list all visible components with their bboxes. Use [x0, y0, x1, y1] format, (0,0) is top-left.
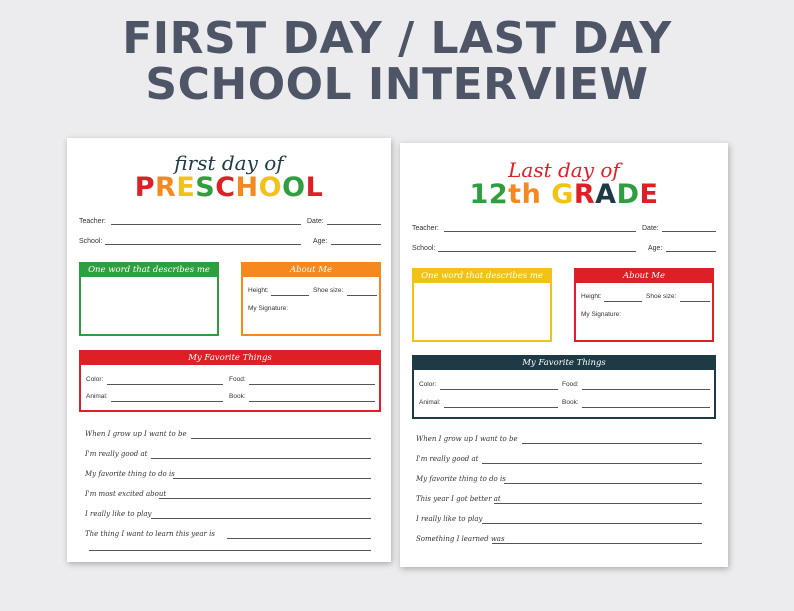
header-script: first day of: [174, 151, 284, 175]
favorite-things-box: [79, 350, 381, 412]
height-label: Height:: [581, 293, 602, 300]
favorite-things-box: [412, 355, 716, 419]
school-age-row: [412, 243, 716, 253]
main-title-line2: SCHOOL INTERVIEW: [145, 59, 649, 110]
grade-letter: O: [258, 172, 283, 203]
grade-letter: R: [573, 179, 596, 210]
signature-label: My Signature:: [581, 311, 622, 318]
animal-label: Animal:: [86, 393, 108, 400]
question-label: I'm really good at: [85, 450, 148, 458]
answer-line[interactable]: [482, 463, 702, 464]
color-line[interactable]: [107, 384, 223, 385]
grade-title: [67, 174, 391, 202]
answer-line[interactable]: [482, 523, 702, 524]
answer-line[interactable]: [151, 518, 371, 519]
answer-line[interactable]: [151, 458, 371, 459]
shoe-size-label: Shoe size:: [313, 287, 344, 294]
grade-letter: [541, 179, 551, 210]
grade-letter: S: [195, 172, 216, 203]
question-label: When I grow up I want to be: [416, 435, 518, 443]
answer-line[interactable]: [173, 478, 371, 479]
favorite-things-header: My Favorite Things: [414, 357, 714, 370]
grade-letter: 1: [469, 179, 489, 210]
about-me-header: About Me: [576, 270, 712, 283]
age-line[interactable]: [666, 251, 716, 252]
food-label: Food:: [229, 376, 246, 383]
first-day-sheet: [67, 138, 391, 562]
question-label: Something I learned was: [416, 535, 505, 543]
about-me-box: [574, 268, 714, 342]
grade-letter: D: [616, 179, 640, 210]
grade-letter: O: [282, 172, 306, 203]
grade-letter: E: [176, 172, 196, 203]
one-word-header: One word that describes me: [81, 264, 217, 277]
grade-letter: R: [155, 172, 177, 203]
grade-letter: P: [134, 172, 156, 203]
grade-title: [400, 181, 728, 209]
animal-line[interactable]: [111, 401, 223, 402]
teacher-date-row: [412, 223, 716, 233]
main-title-line1: FIRST DAY / LAST DAY: [122, 13, 672, 64]
school-line[interactable]: [438, 251, 636, 252]
color-label: Color:: [419, 381, 437, 388]
teacher-date-row: [79, 216, 381, 226]
answer-line[interactable]: [492, 543, 702, 544]
question-label: The thing I want to learn this year is: [85, 530, 215, 538]
food-line[interactable]: [249, 384, 375, 385]
question-label: I'm most excited about: [85, 490, 167, 498]
school-label: School:: [412, 245, 436, 252]
grade-letter: 2: [488, 179, 509, 210]
height-label: Height:: [248, 287, 269, 294]
grade-letter: H: [235, 172, 259, 203]
school-line[interactable]: [105, 244, 301, 245]
question-label: I'm really good at: [416, 455, 479, 463]
question-label: I really like to play: [85, 510, 152, 518]
answer-line[interactable]: [159, 498, 371, 499]
about-me-box: [241, 262, 381, 336]
shoe-size-line[interactable]: [680, 301, 710, 302]
teacher-line[interactable]: [111, 224, 301, 225]
question-label: This year I got better at: [416, 495, 501, 503]
main-title: [0, 13, 794, 110]
answer-line[interactable]: [494, 503, 702, 504]
grade-letter: L: [305, 172, 324, 203]
header-script: Last day of: [508, 158, 620, 182]
food-line[interactable]: [582, 389, 710, 390]
answer-line-extra[interactable]: [89, 550, 371, 551]
animal-label: Animal:: [419, 399, 441, 406]
question-label: I really like to play: [416, 515, 483, 523]
answer-line[interactable]: [522, 443, 702, 444]
teacher-label: Teacher:: [79, 218, 106, 225]
answer-line[interactable]: [191, 438, 371, 439]
grade-letter: t: [508, 179, 522, 210]
book-label: Book:: [229, 393, 246, 400]
date-label: Date:: [642, 225, 659, 232]
teacher-label: Teacher:: [412, 225, 439, 232]
question-label: When I grow up I want to be: [85, 430, 187, 438]
signature-label: My Signature:: [248, 305, 289, 312]
grade-letter: h: [521, 179, 542, 210]
one-word-header: One word that describes me: [414, 270, 550, 283]
answer-line[interactable]: [504, 483, 702, 484]
one-word-box[interactable]: [79, 262, 219, 336]
color-line[interactable]: [440, 389, 558, 390]
food-label: Food:: [562, 381, 579, 388]
grade-letter: G: [551, 179, 574, 210]
one-word-box[interactable]: [412, 268, 552, 342]
date-line[interactable]: [327, 224, 381, 225]
date-label: Date:: [307, 218, 324, 225]
age-label: Age:: [313, 238, 328, 245]
book-label: Book:: [562, 399, 579, 406]
favorite-things-header: My Favorite Things: [81, 352, 379, 365]
question-label: My favorite thing to do is: [416, 475, 506, 483]
teacher-line[interactable]: [444, 231, 636, 232]
question-label: My favorite thing to do is: [85, 470, 175, 478]
date-line[interactable]: [662, 231, 716, 232]
about-me-header: About Me: [243, 264, 379, 277]
answer-line[interactable]: [227, 538, 371, 539]
school-age-row: [79, 236, 381, 246]
age-line[interactable]: [331, 244, 381, 245]
shoe-size-line[interactable]: [347, 295, 377, 296]
shoe-size-label: Shoe size:: [646, 293, 677, 300]
height-line[interactable]: [604, 301, 642, 302]
sheet-header: [67, 152, 391, 202]
age-label: Age:: [648, 245, 663, 252]
animal-line[interactable]: [444, 407, 558, 408]
school-label: School:: [79, 238, 103, 245]
grade-letter: A: [595, 179, 617, 210]
grade-letter: C: [215, 172, 236, 203]
sheet-header: [400, 159, 728, 209]
grade-letter: E: [639, 179, 659, 210]
height-line[interactable]: [271, 295, 309, 296]
book-line[interactable]: [249, 401, 375, 402]
color-label: Color:: [86, 376, 104, 383]
last-day-sheet: [400, 143, 728, 567]
book-line[interactable]: [582, 407, 710, 408]
